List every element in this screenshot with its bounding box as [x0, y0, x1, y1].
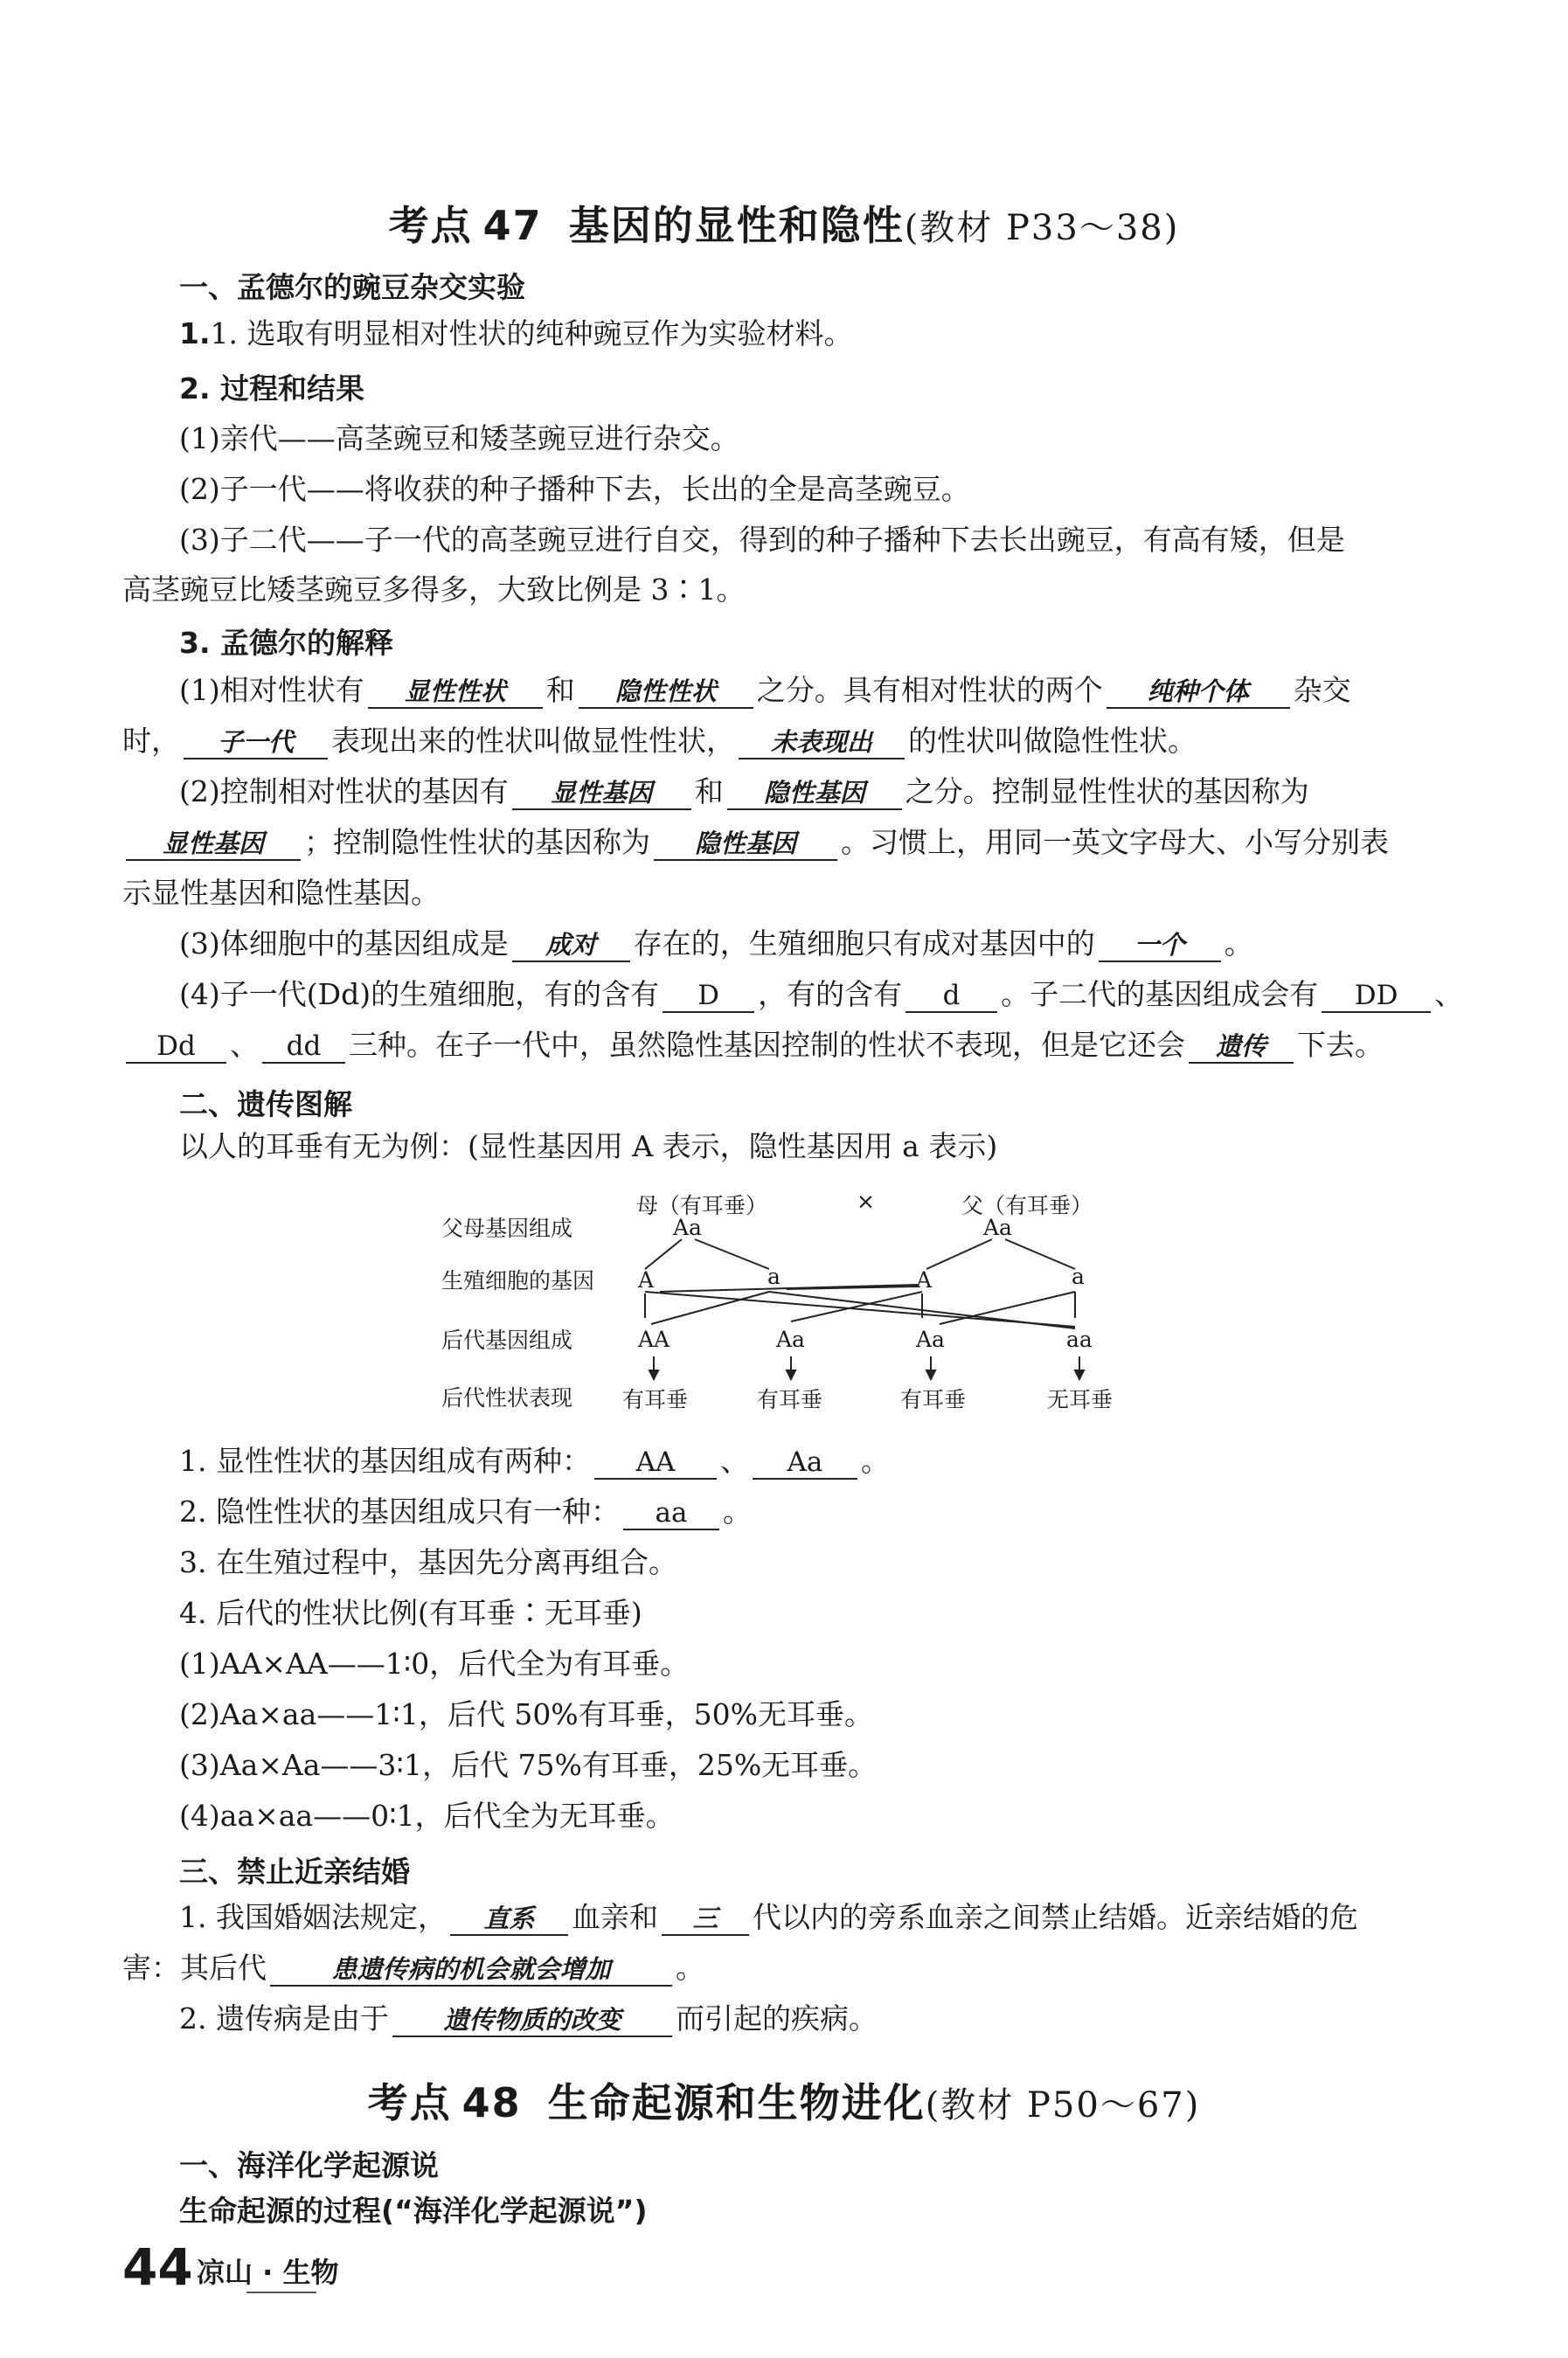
- answer-blank: 隐性基因: [654, 828, 837, 861]
- gamete-3: A: [916, 1267, 933, 1293]
- part2-q2: [179, 1495, 1446, 1530]
- part1-p2-b: (2)子一代——将收获的种子播种下去，长出的全是高茎豌豆。: [179, 472, 970, 506]
- answer-blank: dd: [262, 1030, 345, 1064]
- answer-blank: d: [905, 980, 997, 1013]
- part2-r1: (1)AA×AA——1∶0，后代全为有耳垂。: [179, 1647, 690, 1681]
- part1-p1: 1.1. 选取有明显相对性状的纯种豌豆作为实验材料。: [179, 316, 853, 350]
- part2-q3: 3. 在生殖过程中，基因先分离再组合。: [179, 1545, 677, 1579]
- father-genotype: Aa: [983, 1215, 1012, 1240]
- line-mother-a: [695, 1239, 769, 1269]
- father-label: 父（有耳垂）: [961, 1193, 1093, 1218]
- text: 1. 显性性状的基因组成有两种：: [179, 1444, 591, 1478]
- answer-blank: 一个: [1099, 929, 1221, 962]
- answer-blank: AA: [594, 1446, 717, 1480]
- text: 杂交: [1293, 673, 1351, 707]
- answer-blank: 遗传: [1189, 1030, 1294, 1064]
- line-father-A: [926, 1239, 992, 1269]
- answer-blank: 显性基因: [126, 828, 301, 861]
- part1-p2-c1: (3)子二代——子一代的高茎豌豆进行自交，得到的种子播种下去长出豌豆，有高有矮，但是: [179, 523, 1345, 557]
- row-label-traits: 后代性状表现: [441, 1385, 573, 1411]
- offspring-2: Aa: [776, 1327, 805, 1352]
- answer-blank: Dd: [126, 1030, 226, 1064]
- answer-blank: D: [663, 980, 754, 1013]
- part3-heading: 三、禁止近亲结婚: [179, 1855, 410, 1889]
- text: 。: [722, 1495, 752, 1529]
- text: 1. 我国婚姻法规定，: [179, 1900, 447, 1934]
- text: 、: [230, 1028, 259, 1062]
- part2-heading: 二、遗传图解: [179, 1087, 352, 1121]
- part1-p2-c2: 高茎豌豆比矮茎豌豆多得多，大致比例是 3∶1。: [122, 572, 746, 607]
- offspring-3: Aa: [916, 1327, 945, 1352]
- text: 。子二代的基因组成会有: [1001, 977, 1319, 1011]
- title-reference: (教材 P33～38): [904, 208, 1180, 248]
- offspring-1: AA: [638, 1327, 670, 1352]
- answer-blank: 子一代: [184, 726, 328, 759]
- title-number: 48: [461, 2079, 522, 2126]
- explain-line-5: 示显性基因和隐性基因。: [122, 876, 440, 910]
- page-number: 44: [122, 2237, 193, 2297]
- text: 血亲和: [571, 1900, 658, 1934]
- gamete-2: a: [767, 1264, 781, 1289]
- row-label-gametes: 生殖细胞的基因: [441, 1268, 595, 1293]
- text: ；控制隐性性状的基因称为: [304, 825, 650, 859]
- text: 、: [719, 1444, 749, 1478]
- mother-label: 母（有耳垂）: [636, 1193, 768, 1218]
- part2-intro: 以人的耳垂有无为例：(显性基因用 A 表示，隐性基因用 a 表示): [179, 1129, 998, 1163]
- line-father-a: [1005, 1239, 1075, 1269]
- cross-symbol: ×: [857, 1189, 875, 1214]
- title-prefix: 考点: [388, 202, 473, 249]
- row-label-offspring: 后代基因组成: [441, 1328, 573, 1353]
- answer-blank: 纯种个体: [1107, 676, 1290, 709]
- part2-r2: (2)Aa×aa——1∶1，后代 50%有耳垂，50%无耳垂。: [179, 1697, 874, 1731]
- text: (3)体细胞中的基因组成是: [179, 926, 509, 961]
- line-mother-A: [645, 1239, 682, 1269]
- answer-blank: 隐性性状: [579, 676, 753, 709]
- part2-r4: (4)aa×aa——0∶1，后代全为无耳垂。: [179, 1799, 675, 1833]
- gamete-4: a: [1072, 1264, 1085, 1289]
- title-prefix: 考点: [367, 2079, 452, 2126]
- trait-2: 有耳垂: [757, 1387, 823, 1412]
- text: 2. 遗传病是由于: [179, 2001, 389, 2036]
- mother-genotype: Aa: [673, 1215, 702, 1240]
- part1-p3-heading: 3. 孟德尔的解释: [179, 626, 393, 660]
- text: 。: [1224, 926, 1253, 961]
- text: 的性状叫做隐性性状。: [908, 724, 1197, 758]
- text: 。习惯上，用同一英文字母大、小写分别表: [841, 825, 1389, 859]
- section-48-title: [0, 2071, 1568, 2129]
- part1-p2-heading: 2. 过程和结果: [179, 371, 364, 406]
- answer-blank: 隐性基因: [727, 777, 902, 810]
- part3-s1: [179, 1900, 1446, 1936]
- section48-heading: 一、海洋化学起源说: [179, 2148, 439, 2182]
- text: 、: [1434, 977, 1464, 1011]
- title-main: 基因的显性和隐性: [568, 202, 905, 249]
- answer-blank: 未表现出: [739, 726, 905, 759]
- text: 之分。具有相对性状的两个: [756, 673, 1103, 707]
- text: 而引起的疾病。: [675, 2001, 878, 2036]
- title-number: 47: [482, 202, 543, 249]
- part2-q1: [179, 1444, 1446, 1480]
- answer-blank: 遗传物质的改变: [392, 2004, 672, 2037]
- text: (1)相对性状有: [179, 673, 364, 707]
- part2-r3: (3)Aa×Aa——3∶1，后代 75%有耳垂，25%无耳垂。: [179, 1748, 878, 1782]
- text: 害：其后代: [122, 1951, 267, 1985]
- part3-s2: [122, 1951, 1446, 1987]
- text: 下去。: [1297, 1028, 1384, 1062]
- trait-3: 有耳垂: [900, 1387, 967, 1412]
- text: 和: [694, 774, 724, 808]
- text: 2. 隐性性状的基因组成只有一种：: [179, 1495, 620, 1529]
- trait-4: 无耳垂: [1047, 1387, 1114, 1412]
- answer-blank: 显性基因: [512, 777, 691, 810]
- text: (4)子一代(Dd)的生殖细胞，有的含有: [179, 977, 660, 1011]
- text: ，有的含有: [758, 977, 903, 1011]
- text: 和: [545, 673, 575, 707]
- text: 代以内的旁系血亲之间禁止结婚。近亲结婚的危: [752, 1900, 1358, 1934]
- part2-q4: 4. 后代的性状比例(有耳垂∶无耳垂): [179, 1596, 642, 1630]
- row-label-parents: 父母基因组成: [441, 1216, 573, 1241]
- text: 。: [860, 1444, 890, 1478]
- part1-heading: 一、孟德尔的豌豆杂交实验: [179, 270, 525, 304]
- answer-blank: 成对: [512, 929, 630, 962]
- answer-blank: 三: [662, 1903, 749, 1936]
- text: (2)控制相对性状的基因有: [179, 774, 509, 808]
- gamete-1: A: [638, 1267, 655, 1293]
- text: 时，: [122, 724, 180, 758]
- answer-blank: 显性性状: [368, 676, 543, 709]
- part1-p2-a: (1)亲代——高茎豌豆和矮茎豌豆进行杂交。: [179, 421, 739, 455]
- title-main: 生命起源和生物进化: [547, 2079, 926, 2126]
- answer-blank: aa: [623, 1497, 719, 1530]
- answer-blank: Aa: [753, 1446, 857, 1480]
- answer-blank: 患遗传病的机会就会增加: [270, 1953, 672, 1987]
- footer-rule: [246, 2292, 316, 2293]
- trait-1: 有耳垂: [622, 1387, 689, 1412]
- section48-sub: 生命起源的过程(“海洋化学起源说”): [179, 2194, 648, 2228]
- text: 之分。控制显性性状的基因称为: [905, 774, 1309, 808]
- offspring-4: aa: [1066, 1327, 1093, 1352]
- answer-blank: DD: [1322, 980, 1431, 1013]
- text: 表现出来的性状叫做显性性状，: [331, 724, 735, 758]
- text: 三种。在子一代中，虽然隐性基因控制的性状不表现，但是它还会: [349, 1028, 1185, 1062]
- text: 存在的，生殖细胞只有成对基因中的: [633, 926, 1095, 961]
- answer-blank: 直系: [450, 1903, 568, 1936]
- text: 。: [676, 1951, 704, 1985]
- p1-text: 1. 选取有明显相对性状的纯种豌豆作为实验材料。: [210, 316, 853, 350]
- book-title: 凉山 · 生物: [197, 2256, 339, 2289]
- title-reference: (教材 P50～67): [925, 2085, 1201, 2126]
- part3-s3: [179, 2001, 1446, 2037]
